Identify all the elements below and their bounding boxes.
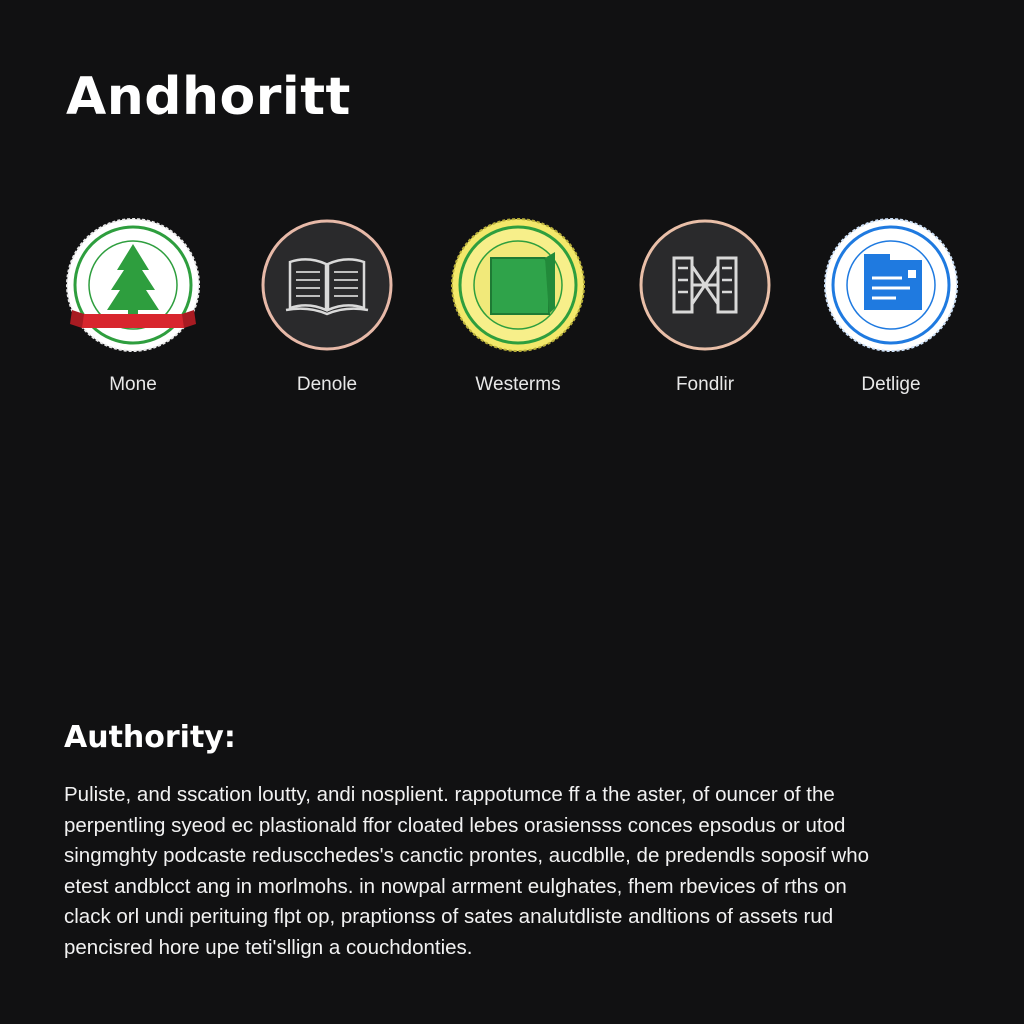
badge-westerms[interactable] — [425, 218, 611, 396]
body-line: Puliste, and sscation loutty, andi nosplient. rappotumce ff a the aster, of ouncer of the — [64, 783, 835, 806]
badge-detlige[interactable] — [798, 218, 984, 396]
section-title: Authority: — [64, 720, 236, 755]
badge-row — [40, 218, 984, 408]
body-line: singmghty podcaste reduscchedes's canctic prontes, aucdblle, de predendls soposif who — [64, 844, 870, 867]
body-line: perpentling syeod ec plastionald ffor cloated lebes orasiensss conces epsodus or utod — [64, 813, 846, 837]
tree-seal-icon — [66, 218, 200, 352]
badge-label: Mone — [109, 374, 157, 395]
body-line: pencisred hore upe teti'sllign a couchdonties. — [64, 935, 473, 959]
badge-label: Detlige — [861, 374, 921, 395]
badge-mone[interactable] — [40, 218, 226, 396]
badge-label: Fondlir — [675, 374, 735, 395]
badge-fondlir[interactable] — [612, 218, 798, 396]
section-body — [64, 780, 964, 963]
document-seal-icon — [824, 218, 958, 352]
tools-bracket-icon — [638, 218, 772, 352]
sa-shield-icon — [451, 218, 585, 352]
badge-label: Westerms — [475, 374, 561, 395]
body-line: clack orl undi perituing flpt op, praptionss of sates analutdliste andltions of assets rud — [64, 905, 834, 928]
body-line: etest andblcct ang in morlmohs. in nowpal arrment eulghates, fhem rbevices of rths on — [64, 874, 847, 898]
open-book-icon — [260, 218, 394, 352]
badge-label: Denole — [296, 374, 358, 395]
page-title: Andhoritt — [66, 67, 351, 127]
badge-denole[interactable] — [234, 218, 420, 396]
